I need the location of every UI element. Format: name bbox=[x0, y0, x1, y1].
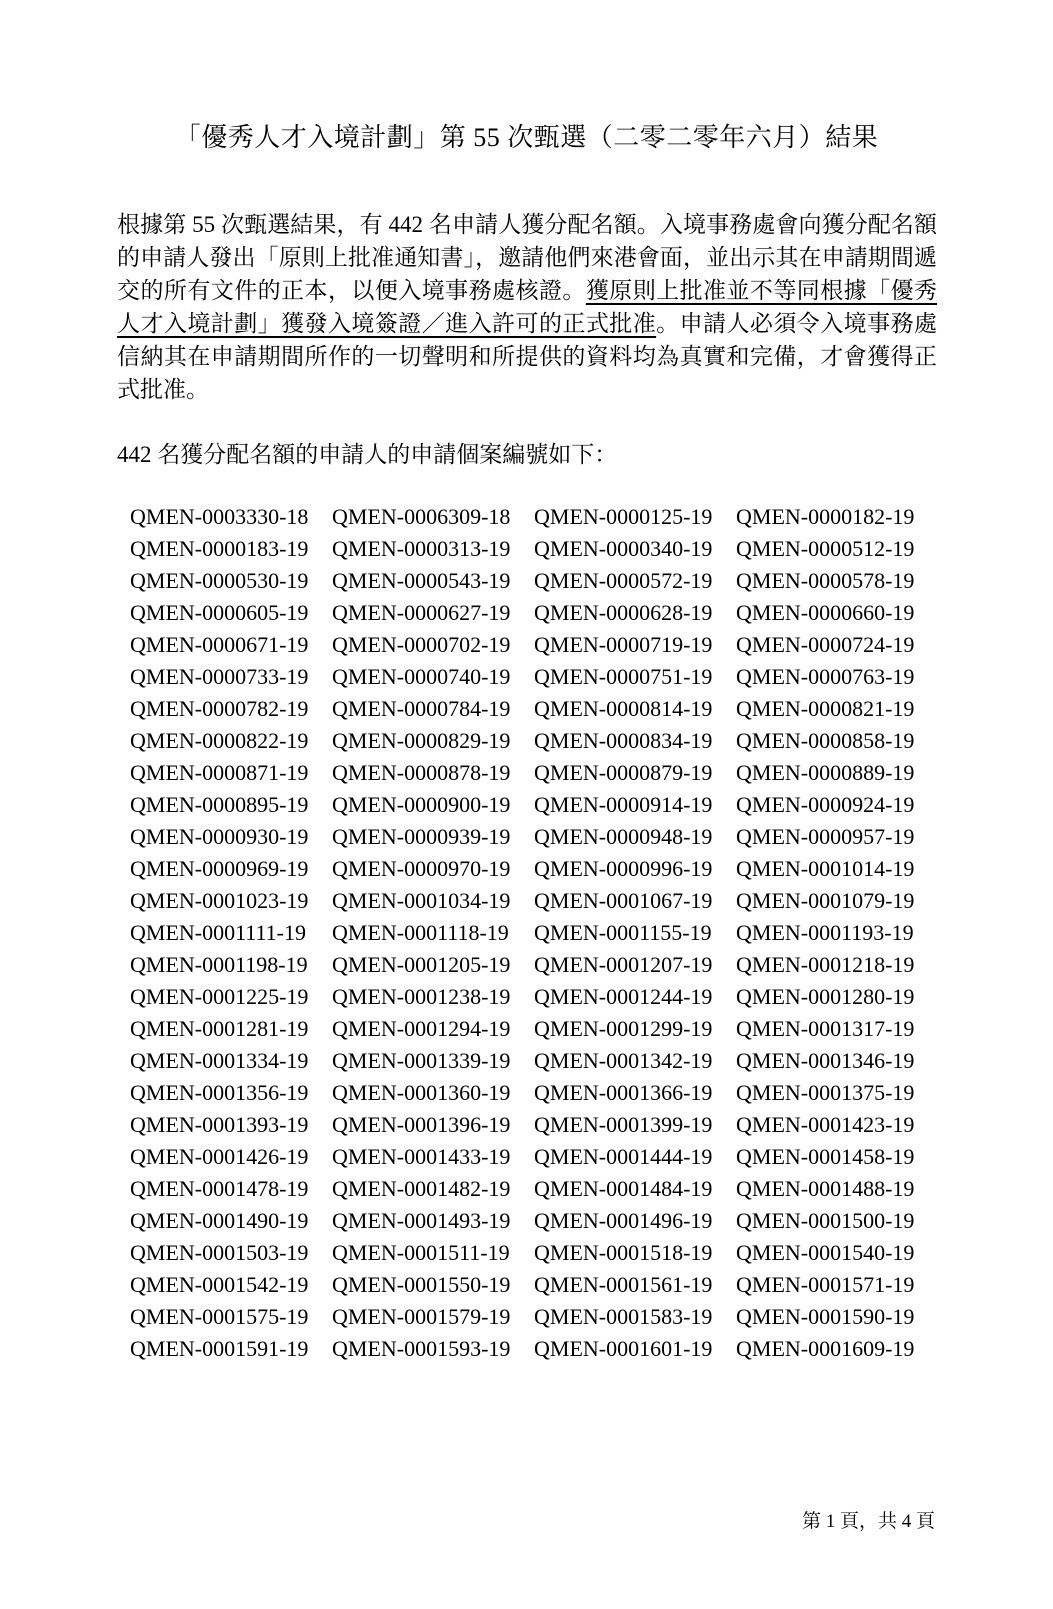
case-number-cell: QMEN-0000822-19 bbox=[130, 728, 309, 753]
case-number-cell: QMEN-0001238-19 bbox=[332, 984, 511, 1009]
case-number-cell: QMEN-0001396-19 bbox=[332, 1112, 511, 1137]
table-row bbox=[130, 949, 1053, 981]
table-row bbox=[130, 629, 1053, 661]
case-number-cell: QMEN-0001317-19 bbox=[736, 1016, 915, 1041]
case-number-cell: QMEN-0000878-19 bbox=[332, 760, 511, 785]
table-row bbox=[130, 821, 1053, 853]
case-number-cell: QMEN-0000939-19 bbox=[332, 824, 511, 849]
case-number-cell: QMEN-0001593-19 bbox=[332, 1336, 511, 1361]
page-title: 「優秀人才入境計劃」第 55 次甄選（二零二零年六月）結果 bbox=[174, 123, 879, 152]
case-number-cell: QMEN-0001458-19 bbox=[736, 1144, 915, 1169]
case-number-cell: QMEN-0001484-19 bbox=[534, 1176, 713, 1201]
case-number-cell: QMEN-0000660-19 bbox=[736, 600, 915, 625]
table-row bbox=[130, 885, 1053, 917]
case-number-cell: QMEN-0000821-19 bbox=[736, 696, 915, 721]
case-number-cell: QMEN-0001280-19 bbox=[736, 984, 915, 1009]
case-number-cell: QMEN-0000313-19 bbox=[332, 536, 511, 561]
paragraph-text-before-underline: 根據第 55 次甄選結果，有 442 名申請人獲分配名額。入境事務處會向獲分配名額的申請人發出「原則上批准通知書」，邀請他們來港會面，並出示其在申請期間遞交的所有文件的正本，以便入境事務處核證。 bbox=[117, 212, 937, 303]
case-number-cell: QMEN-0000512-19 bbox=[736, 536, 915, 561]
case-number-cell: QMEN-0001111-19 bbox=[130, 920, 306, 945]
case-number-cell: QMEN-0001375-19 bbox=[736, 1080, 915, 1105]
table-row bbox=[130, 1109, 1053, 1141]
case-number-cell: QMEN-0000763-19 bbox=[736, 664, 915, 689]
case-number-cell: QMEN-0001591-19 bbox=[130, 1336, 309, 1361]
table-row bbox=[130, 661, 1053, 693]
case-number-cell: QMEN-0000751-19 bbox=[534, 664, 713, 689]
case-number-cell: QMEN-0001193-19 bbox=[736, 920, 914, 945]
case-number-cell: QMEN-0001079-19 bbox=[736, 888, 915, 913]
table-row bbox=[130, 1141, 1053, 1173]
case-number-cell: QMEN-0001034-19 bbox=[332, 888, 511, 913]
case-number-cell: QMEN-0001493-19 bbox=[332, 1208, 511, 1233]
case-number-cell: QMEN-0001118-19 bbox=[332, 920, 509, 945]
case-number-cell: QMEN-0001444-19 bbox=[534, 1144, 713, 1169]
case-number-cell: QMEN-0000530-19 bbox=[130, 568, 309, 593]
case-number-cell: QMEN-0000340-19 bbox=[534, 536, 713, 561]
case-number-cell: QMEN-0001490-19 bbox=[130, 1208, 309, 1233]
case-number-cell: QMEN-0001488-19 bbox=[736, 1176, 915, 1201]
case-list-intro: 442 名獲分配名額的申請人的申請個案編號如下： bbox=[117, 442, 618, 467]
table-row bbox=[130, 533, 1053, 565]
case-number-cell: QMEN-0001339-19 bbox=[332, 1048, 511, 1073]
case-number-cell: QMEN-0000784-19 bbox=[332, 696, 511, 721]
case-number-cell: QMEN-0001423-19 bbox=[736, 1112, 915, 1137]
table-row bbox=[130, 1077, 1053, 1109]
case-number-cell: QMEN-0001426-19 bbox=[130, 1144, 309, 1169]
case-number-cell: QMEN-0001014-19 bbox=[736, 856, 915, 881]
case-number-cell: QMEN-0001342-19 bbox=[534, 1048, 713, 1073]
case-number-cell: QMEN-0000572-19 bbox=[534, 568, 713, 593]
case-number-cell: QMEN-0001478-19 bbox=[130, 1176, 309, 1201]
case-number-cell: QMEN-0001155-19 bbox=[534, 920, 712, 945]
case-number-table bbox=[130, 501, 1053, 1365]
case-number-cell: QMEN-0000182-19 bbox=[736, 504, 915, 529]
table-row bbox=[130, 1333, 1053, 1365]
table-row bbox=[130, 1205, 1053, 1237]
case-number-cell: QMEN-0001561-19 bbox=[534, 1272, 713, 1297]
case-number-cell: QMEN-0000740-19 bbox=[332, 664, 511, 689]
case-number-cell: QMEN-0000719-19 bbox=[534, 632, 713, 657]
case-number-cell: QMEN-0000702-19 bbox=[332, 632, 511, 657]
table-row bbox=[130, 565, 1053, 597]
case-number-cell: QMEN-0000183-19 bbox=[130, 536, 309, 561]
case-number-cell: QMEN-0001575-19 bbox=[130, 1304, 309, 1329]
case-number-cell: QMEN-0000970-19 bbox=[332, 856, 511, 881]
table-row bbox=[130, 725, 1053, 757]
case-number-cell: QMEN-0000930-19 bbox=[130, 824, 309, 849]
case-number-cell: QMEN-0001294-19 bbox=[332, 1016, 511, 1041]
case-number-cell: QMEN-0000996-19 bbox=[534, 856, 713, 881]
case-number-cell: QMEN-0001433-19 bbox=[332, 1144, 511, 1169]
case-number-cell: QMEN-0001503-19 bbox=[130, 1240, 309, 1265]
case-number-cell: QMEN-0001518-19 bbox=[534, 1240, 713, 1265]
case-number-cell: QMEN-0000895-19 bbox=[130, 792, 309, 817]
table-row bbox=[130, 1237, 1053, 1269]
case-number-cell: QMEN-0001540-19 bbox=[736, 1240, 915, 1265]
case-number-cell: QMEN-0001496-19 bbox=[534, 1208, 713, 1233]
case-number-cell: QMEN-0001571-19 bbox=[736, 1272, 915, 1297]
case-number-cell: QMEN-0000900-19 bbox=[332, 792, 511, 817]
table-row bbox=[130, 1045, 1053, 1077]
case-number-cell: QMEN-0000889-19 bbox=[736, 760, 915, 785]
case-number-cell: QMEN-0000671-19 bbox=[130, 632, 309, 657]
case-number-cell: QMEN-0001542-19 bbox=[130, 1272, 309, 1297]
table-row bbox=[130, 981, 1053, 1013]
case-number-cell: QMEN-0000724-19 bbox=[736, 632, 915, 657]
case-number-cell: QMEN-0000829-19 bbox=[332, 728, 511, 753]
case-number-cell: QMEN-0000948-19 bbox=[534, 824, 713, 849]
case-number-cell: QMEN-0001366-19 bbox=[534, 1080, 713, 1105]
case-number-cell: QMEN-0001360-19 bbox=[332, 1080, 511, 1105]
intro-paragraph bbox=[117, 208, 937, 406]
case-number-cell: QMEN-0000914-19 bbox=[534, 792, 713, 817]
case-number-cell: QMEN-0000834-19 bbox=[534, 728, 713, 753]
case-number-cell: QMEN-0000957-19 bbox=[736, 824, 915, 849]
case-number-cell: QMEN-0001393-19 bbox=[130, 1112, 309, 1137]
case-number-cell: QMEN-0000543-19 bbox=[332, 568, 511, 593]
table-row bbox=[130, 501, 1053, 533]
case-number-cell: QMEN-0001244-19 bbox=[534, 984, 713, 1009]
case-number-cell: QMEN-0000871-19 bbox=[130, 760, 309, 785]
table-row bbox=[130, 693, 1053, 725]
paragraph-text-after-underline: 。申請人必須令入境事務處信納其在申請期間所作的一切聲明和所提供的資料均為真實和完備，才會獲得正式批准。 bbox=[117, 311, 938, 402]
table-row bbox=[130, 917, 1053, 949]
page-number: 第 1 頁，共 4 頁 bbox=[801, 1511, 935, 1532]
table-row bbox=[130, 1013, 1053, 1045]
table-row bbox=[130, 853, 1053, 885]
case-number-cell: QMEN-0000605-19 bbox=[130, 600, 309, 625]
table-row bbox=[130, 1173, 1053, 1205]
table-row bbox=[130, 1269, 1053, 1301]
case-number-cell: QMEN-0001218-19 bbox=[736, 952, 915, 977]
case-number-cell: QMEN-0000858-19 bbox=[736, 728, 915, 753]
case-number-cell: QMEN-0001205-19 bbox=[332, 952, 511, 977]
case-number-cell: QMEN-0001399-19 bbox=[534, 1112, 713, 1137]
case-number-cell: QMEN-0001346-19 bbox=[736, 1048, 915, 1073]
case-number-cell: QMEN-0000578-19 bbox=[736, 568, 915, 593]
paragraph-underlined-clause: 獲原則上批准並不等同根據「優秀人才入境計劃」獲發入境簽證／進入許可的正式批准 bbox=[117, 278, 938, 336]
case-number-cell: QMEN-0000627-19 bbox=[332, 600, 511, 625]
case-number-cell: QMEN-0000814-19 bbox=[534, 696, 713, 721]
case-number-cell: QMEN-0001550-19 bbox=[332, 1272, 511, 1297]
case-number-cell: QMEN-0001500-19 bbox=[736, 1208, 915, 1233]
table-row bbox=[130, 789, 1053, 821]
case-number-cell: QMEN-0001207-19 bbox=[534, 952, 713, 977]
table-row bbox=[130, 757, 1053, 789]
case-number-cell: QMEN-0000924-19 bbox=[736, 792, 915, 817]
case-number-cell: QMEN-0001299-19 bbox=[534, 1016, 713, 1041]
case-number-cell: QMEN-0003330-18 bbox=[130, 504, 309, 529]
case-number-cell: QMEN-0001583-19 bbox=[534, 1304, 713, 1329]
table-row bbox=[130, 1301, 1053, 1333]
case-number-cell: QMEN-0001067-19 bbox=[534, 888, 713, 913]
case-number-cell: QMEN-0001590-19 bbox=[736, 1304, 915, 1329]
case-number-cell: QMEN-0001225-19 bbox=[130, 984, 309, 1009]
table-row bbox=[130, 597, 1053, 629]
case-number-cell: QMEN-0001356-19 bbox=[130, 1080, 309, 1105]
case-number-cell: QMEN-0001023-19 bbox=[130, 888, 309, 913]
case-number-cell: QMEN-0000879-19 bbox=[534, 760, 713, 785]
case-number-cell: QMEN-0001482-19 bbox=[332, 1176, 511, 1201]
case-number-cell: QMEN-0001579-19 bbox=[332, 1304, 511, 1329]
case-number-cell: QMEN-0000125-19 bbox=[534, 504, 713, 529]
case-number-cell: QMEN-0000969-19 bbox=[130, 856, 309, 881]
case-number-cell: QMEN-0001198-19 bbox=[130, 952, 308, 977]
case-number-cell: QMEN-0000628-19 bbox=[534, 600, 713, 625]
case-number-cell: QMEN-0001511-19 bbox=[332, 1240, 510, 1265]
case-number-cell: QMEN-0001281-19 bbox=[130, 1016, 309, 1041]
case-number-cell: QMEN-0001334-19 bbox=[130, 1048, 309, 1073]
case-number-cell: QMEN-0000782-19 bbox=[130, 696, 309, 721]
case-number-cell: QMEN-0006309-18 bbox=[332, 504, 511, 529]
case-number-cell: QMEN-0000733-19 bbox=[130, 664, 309, 689]
case-number-cell: QMEN-0001609-19 bbox=[736, 1336, 915, 1361]
case-number-cell: QMEN-0001601-19 bbox=[534, 1336, 713, 1361]
